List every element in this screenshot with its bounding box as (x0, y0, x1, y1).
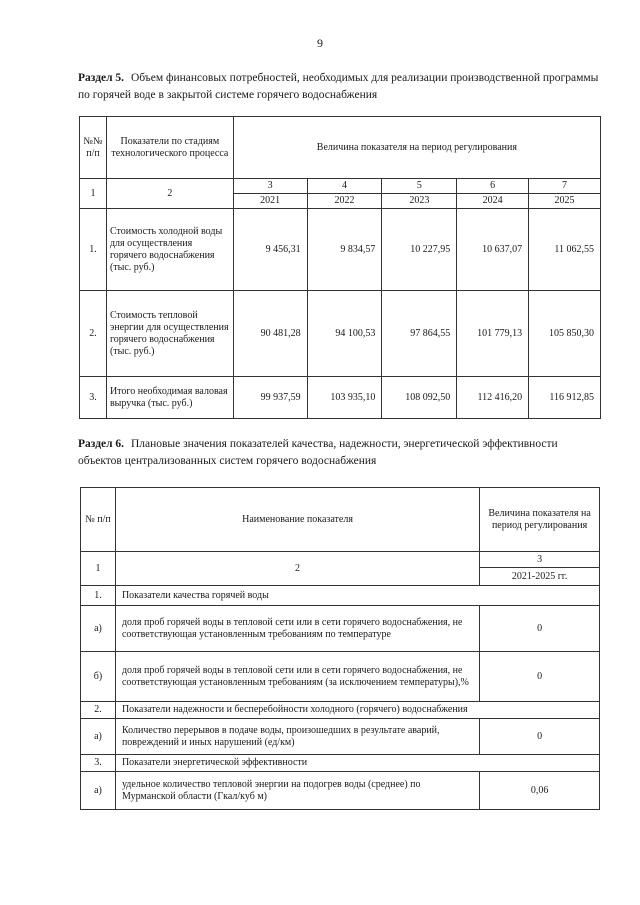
row-value: 99 937,59 (233, 377, 307, 419)
row-name: Стоимость холодной воды для осуществления горячего водоснабжения (тыс. руб.) (106, 209, 233, 291)
item-num: а) (81, 772, 116, 810)
row-num: 2. (80, 291, 107, 377)
table-row (81, 586, 600, 606)
header-value: Величина показателя на период регулирования (233, 117, 600, 179)
table-row (81, 755, 600, 772)
year-cell: 2021 (233, 194, 307, 209)
section5-label: Раздел 5. (78, 72, 125, 84)
item-num: а) (81, 719, 116, 755)
item-name: Количество перерывов в подаче воды, произошедших в результате аварий, повреждений и иных нарушений (ед/км) (115, 719, 479, 755)
row-name: Итого необходимая валовая выручка (тыс. руб.) (106, 377, 233, 419)
group-num: 3. (81, 755, 116, 772)
item-name: удельное количество тепловой энергии на подогрев воды (среднее) по Мурманской области (Гкал/куб м) (115, 772, 479, 810)
group-title: Показатели качества горячей воды (115, 586, 599, 606)
year-cell: 2024 (457, 194, 529, 209)
col-number: 5 (382, 179, 457, 194)
table-row (81, 606, 600, 652)
col-number: 4 (307, 179, 382, 194)
row-num: 1. (80, 209, 107, 291)
row-value: 112 416,20 (457, 377, 529, 419)
page-number: 9 (317, 36, 323, 50)
col-number: 1 (80, 179, 107, 209)
table-row (80, 209, 601, 291)
header-indicator: Показатели по стадиям технологического процесса (106, 117, 233, 179)
row-value: 97 864,55 (382, 291, 457, 377)
group-title: Показатели энергетической эффективности (115, 755, 599, 772)
table-row (81, 652, 600, 702)
period-cell: 2021-2025 гг. (480, 568, 600, 586)
section6-heading (78, 436, 600, 470)
row-value: 11 062,55 (529, 209, 601, 291)
quality-indicators-table (80, 487, 600, 810)
row-name: Стоимость тепловой энергии для осуществления горячего водоснабжения (тыс. руб.) (106, 291, 233, 377)
header-value: Величина показателя на период регулирования (480, 488, 600, 552)
year-cell: 2022 (307, 194, 382, 209)
section5-title: Объем финансовых потребностей, необходимых для реализации производственной программы по горячей воде в закрытой системе горячего водоснабжения (78, 72, 599, 101)
row-value: 108 092,50 (382, 377, 457, 419)
header-name: Наименование показателя (115, 488, 479, 552)
group-title: Показатели надежности и бесперебойности холодного (горячего) водоснабжения (115, 702, 599, 719)
section6-title: Плановые значения показателей качества, надежности, энергетической эффективности объектов централизованных систем горячего водоснабжения (78, 438, 558, 467)
row-value: 101 779,13 (457, 291, 529, 377)
row-value: 9 834,57 (307, 209, 382, 291)
item-name: доля проб горячей воды в тепловой сети или в сети горячего водоснабжения, не соответствующая установленным требованиям (за исключением температуры),% (115, 652, 479, 702)
item-name: доля проб горячей воды в тепловой сети или в сети горячего водоснабжения, не соответствующая установленным требованиям по температуре (115, 606, 479, 652)
row-value: 90 481,28 (233, 291, 307, 377)
section6-label: Раздел 6. (78, 438, 125, 450)
row-num: 3. (80, 377, 107, 419)
row-value: 105 850,30 (529, 291, 601, 377)
col-number: 6 (457, 179, 529, 194)
row-value: 94 100,53 (307, 291, 382, 377)
header-num: № п/п (81, 488, 116, 552)
item-value: 0 (480, 652, 600, 702)
item-value: 0,06 (480, 772, 600, 810)
row-value: 116 912,85 (529, 377, 601, 419)
group-num: 2. (81, 702, 116, 719)
table-row (80, 377, 601, 419)
table-row (81, 719, 600, 755)
item-num: б) (81, 652, 116, 702)
year-cell: 2023 (382, 194, 457, 209)
table-row (80, 291, 601, 377)
row-value: 103 935,10 (307, 377, 382, 419)
row-value: 10 227,95 (382, 209, 457, 291)
section5-heading (78, 70, 600, 104)
col-number: 3 (480, 552, 600, 568)
item-num: а) (81, 606, 116, 652)
table-row (81, 702, 600, 719)
item-value: 0 (480, 719, 600, 755)
col-number: 3 (233, 179, 307, 194)
col-number: 1 (81, 552, 116, 586)
col-number: 2 (115, 552, 479, 586)
header-num: №№ п/п (80, 117, 107, 179)
financial-needs-table (79, 116, 601, 419)
col-number: 2 (106, 179, 233, 209)
col-number: 7 (529, 179, 601, 194)
table-row (81, 772, 600, 810)
row-value: 9 456,31 (233, 209, 307, 291)
row-value: 10 637,07 (457, 209, 529, 291)
item-value: 0 (480, 606, 600, 652)
group-num: 1. (81, 586, 116, 606)
year-cell: 2025 (529, 194, 601, 209)
